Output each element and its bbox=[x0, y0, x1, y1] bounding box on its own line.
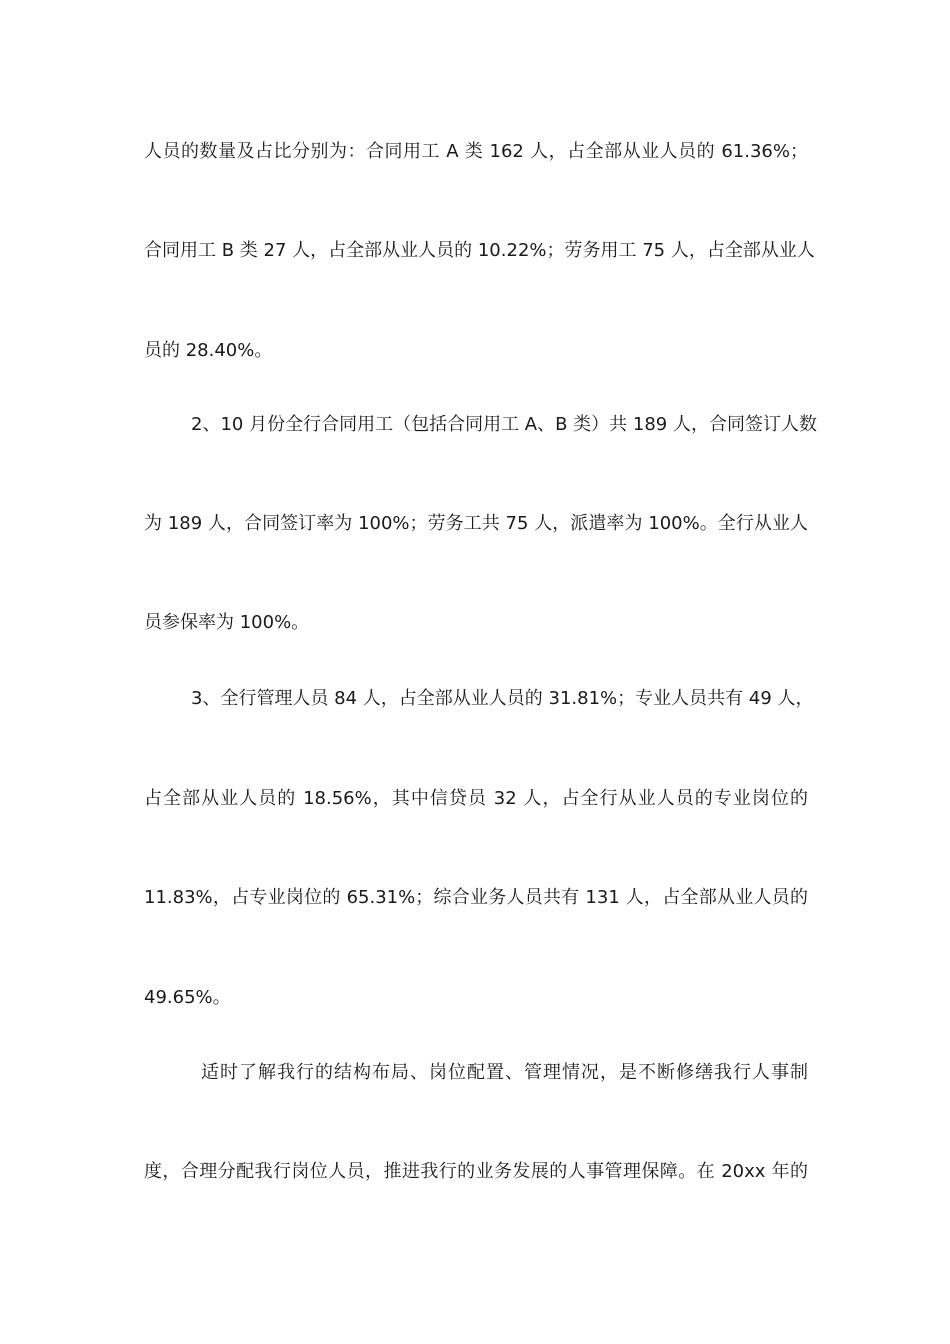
text-line: 占全部从业人员的 18.56%，其中信贷员 32 人，占全行从业人员的专业岗位的 bbox=[144, 788, 808, 809]
text-line: 3、全行管理人员 84 人，占全部从业人员的 31.81%；专业人员共有 49 人， bbox=[191, 688, 814, 709]
text-line: 人员的数量及占比分别为：合同用工 A 类 162 人，占全部从业人员的 61.36%； bbox=[144, 141, 808, 162]
text-line: 合同用工 B 类 27 人，占全部从业人员的 10.22%；劳务用工 75 人，占全部从业人 bbox=[144, 240, 815, 261]
text-line: 员的 28.40%。 bbox=[144, 340, 273, 361]
text-line: 适时了解我行的结构布局、岗位配置、管理情况，是不断修缮我行人事制 bbox=[201, 1062, 808, 1083]
text-line: 为 189 人，合同签订率为 100%；劳务工共 75 人，派遣率为 100%。全行从业人 bbox=[144, 513, 808, 534]
text-line: 49.65%。 bbox=[144, 987, 231, 1008]
text-line: 11.83%，占专业岗位的 65.31%；综合业务人员共有 131 人，占全部从业人员的 bbox=[144, 887, 808, 908]
text-line: 员参保率为 100%。 bbox=[144, 612, 310, 633]
text-line: 度，合理分配我行岗位人员，推进我行的业务发展的人事管理保障。在 20xx 年的 bbox=[144, 1161, 808, 1182]
text-line: 2、10 月份全行合同用工（包括合同用工 A、B 类）共 189 人，合同签订人数 bbox=[191, 414, 817, 435]
